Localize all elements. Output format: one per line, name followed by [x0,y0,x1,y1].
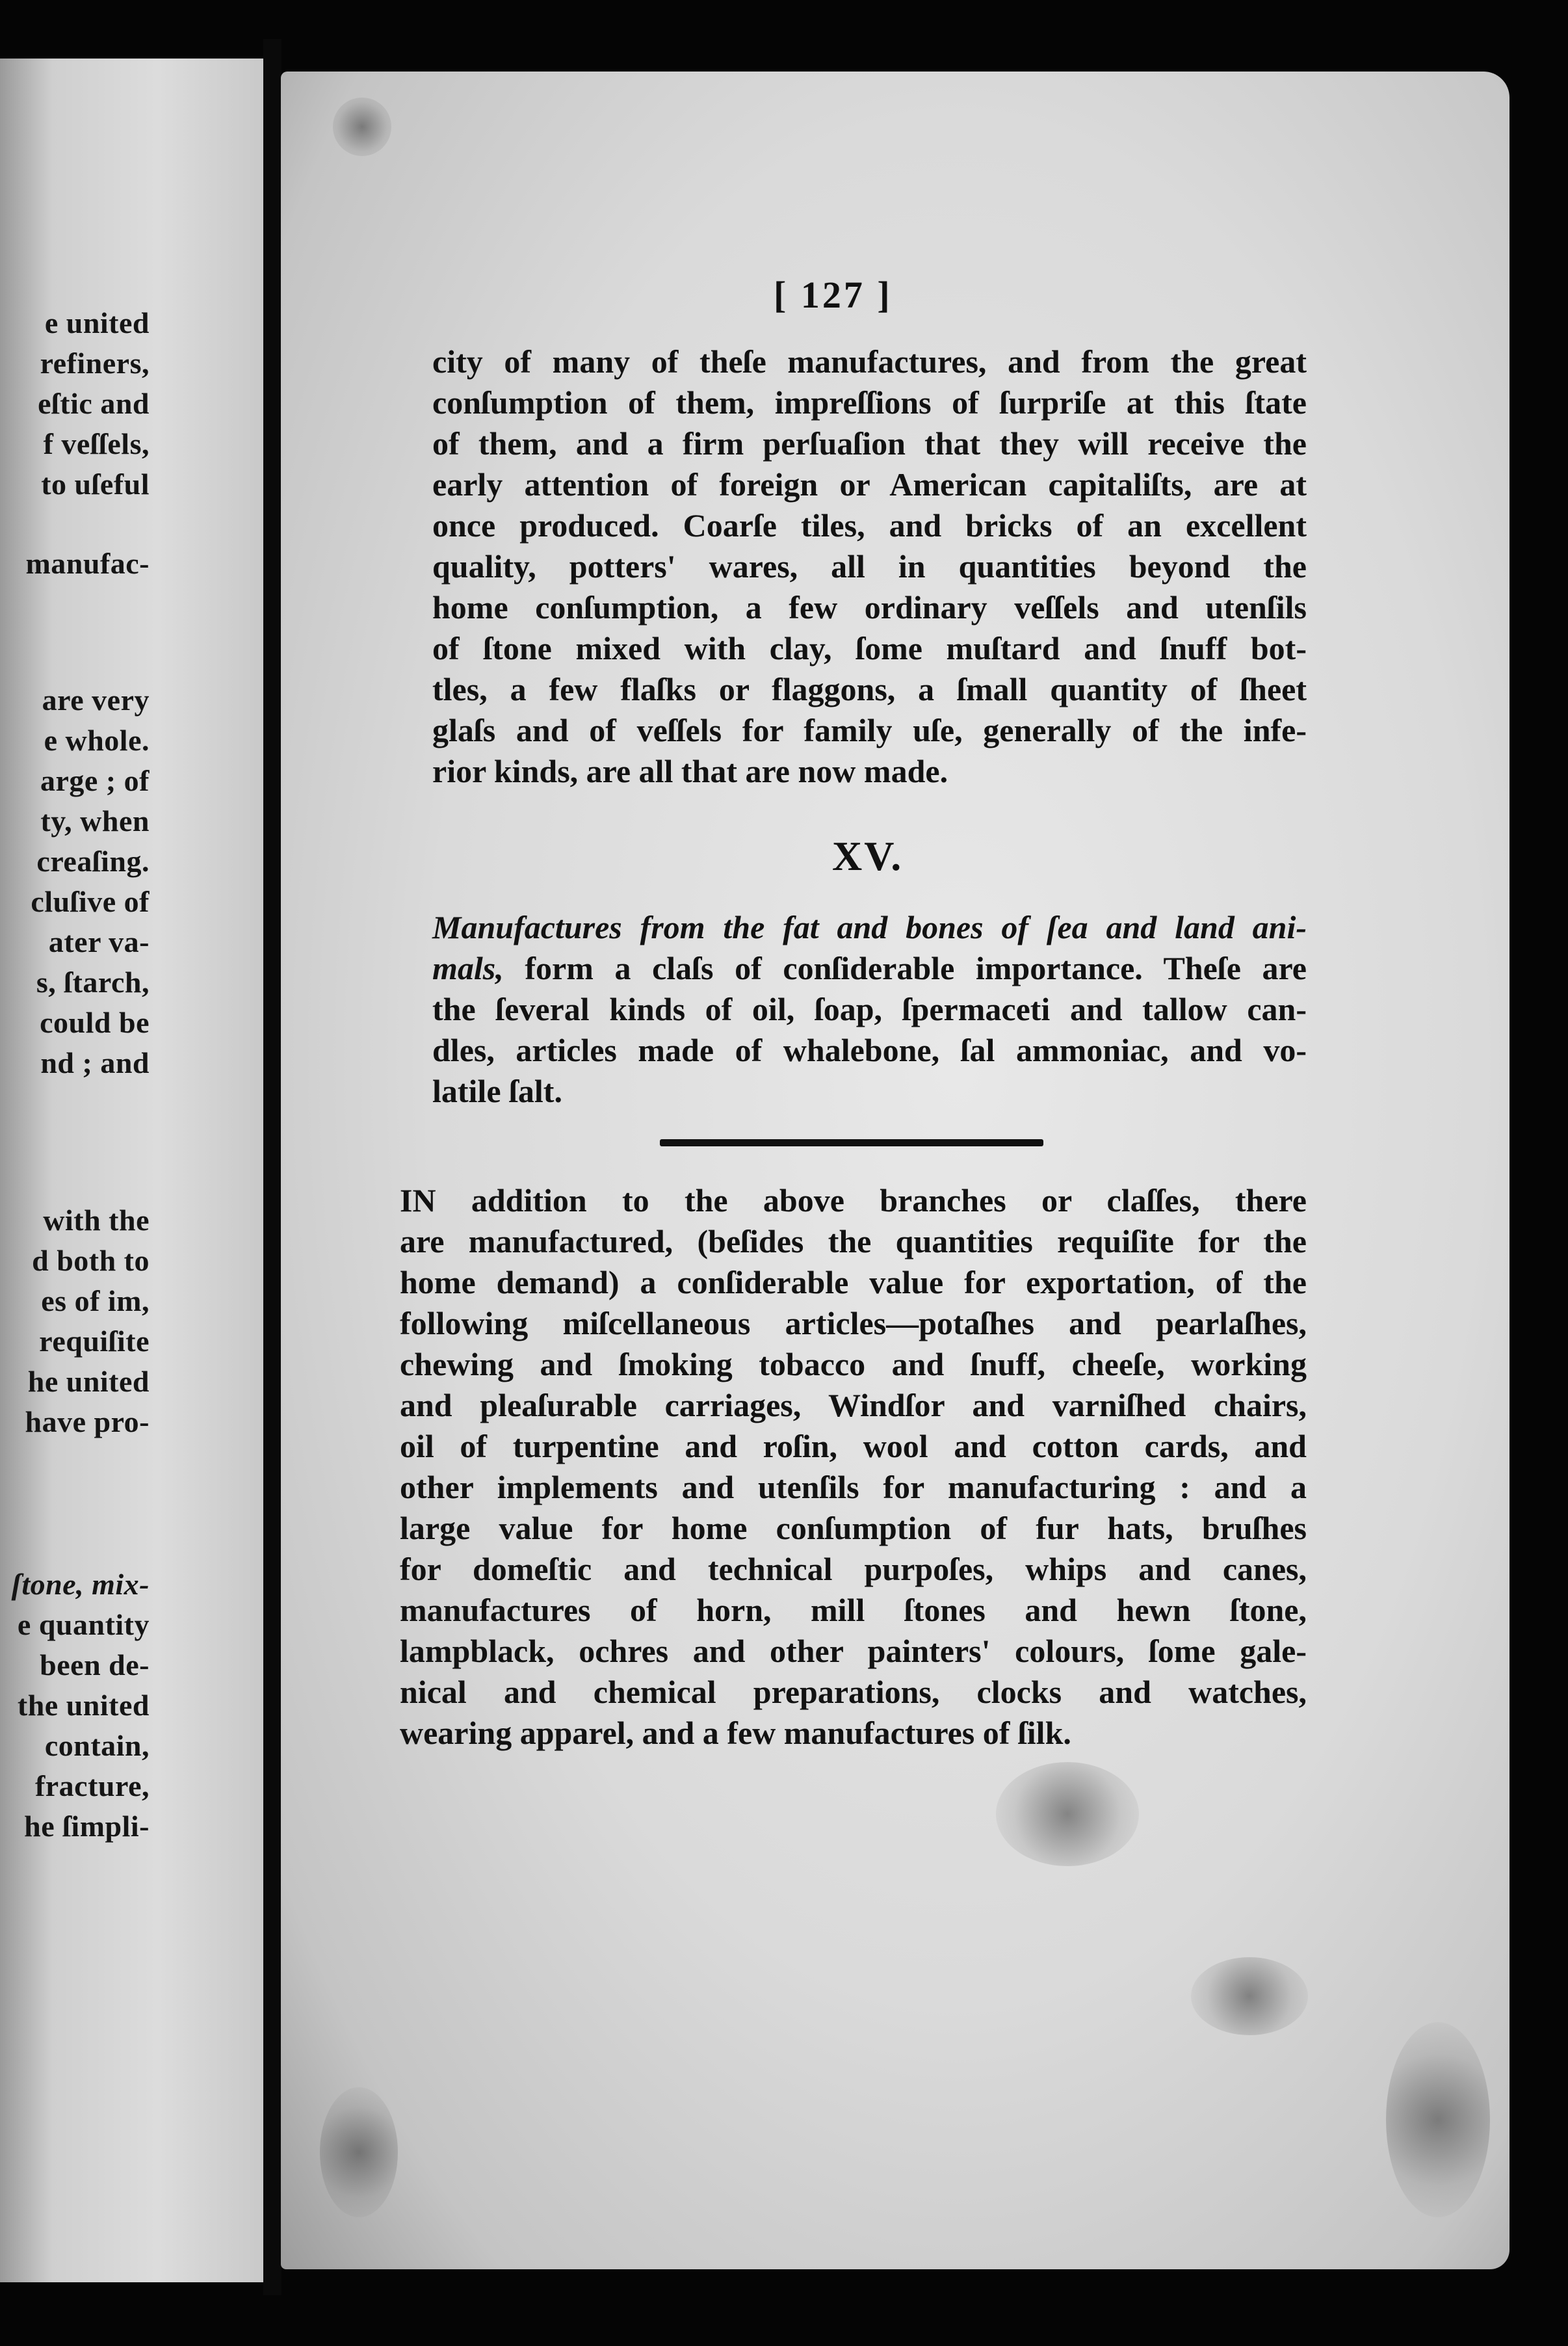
text-line: oil of turpentine and roſin, wool and cotton cards, and [400,1428,1307,1464]
previous-page-line: requiſite [39,1325,150,1358]
previous-page-line: cluſive of [31,885,150,918]
previous-page-line: ſtone, mix- [11,1568,150,1601]
previous-page-line: contain, [44,1729,150,1762]
section-line [432,948,1307,989]
text-line: rior kinds, are all that are now made. [432,753,948,789]
previous-page-line: manufac- [25,547,150,580]
page-stain [333,98,391,156]
previous-page-line: f veſſels, [43,427,150,460]
previous-page-line: he united [27,1365,150,1398]
previous-page-line: e whole. [44,724,150,757]
previous-page-line: es of im, [41,1284,150,1317]
previous-page-line: been de- [40,1648,150,1681]
section-italic-lead-end: mals, [432,950,504,986]
section-heading: XV. [832,833,904,879]
previous-page-line: to uſeful [41,468,150,501]
previous-page-line: fracture, [34,1769,150,1802]
previous-page-line: e quantity [17,1608,150,1641]
text-line: large value for home conſumption of fur hats, bruſhes [400,1510,1307,1546]
page-stain [320,2087,398,2217]
book-gutter [263,39,281,2295]
previous-page-line: the united [17,1689,150,1722]
miscellaneous-articles-paragraph [400,1180,1307,1754]
text-line: quality, potters' wares, all in quantities beyond the [432,548,1307,585]
section-italic-lead: Manufactures from the fat and bones of ſea and land ani- [432,909,1307,945]
text-line: once produced. Coarſe tiles, and bricks of an excellent [432,507,1307,544]
horizontal-rule [660,1139,1043,1146]
previous-page-line: creaſing. [36,845,150,878]
previous-page-line: arge ; of [40,764,150,797]
previous-page-line: e united [44,306,150,339]
page-number: [ 127 ] [774,274,893,316]
previous-page-line: are very [42,683,150,717]
previous-page-line: s, ſtarch, [36,966,150,999]
text-line: are manufactured, (beſides the quantities requiſite for the [400,1223,1307,1259]
previous-page-line: ater va- [48,925,150,958]
previous-page-line: could be [40,1006,150,1039]
text-line: chewing and ſmoking tobacco and ſnuff, cheeſe, working [400,1346,1307,1382]
text-line: early attention of foreign or American capitaliſts, are at [432,466,1307,503]
section-line: dles, articles made of whalebone, ſal ammoniac, and vo- [432,1032,1307,1068]
text-line: of ſtone mixed with clay, ſome muſtard and ſnuff bot- [432,630,1307,666]
previous-page-line: nd ; and [40,1046,150,1079]
previous-page-line: refiners, [40,347,150,380]
page-stain [1386,2022,1490,2217]
section-line-text: form a claſs of conſiderable importance. Theſe are [503,950,1307,986]
text-line: tles, a few flaſks or flaggons, a ſmall quantity of ſheet [432,671,1307,707]
text-line: home demand) a conſiderable value for exportation, of the [400,1264,1307,1300]
text-line: city of many of theſe manufactures, and from the great [432,343,1307,380]
section-xv-paragraph [432,907,1307,1112]
previous-page-line: have pro- [25,1405,150,1438]
text-line: lampblack, ochres and other painters' colours, ſome gale- [400,1633,1307,1669]
text-line: conſumption of them, impreſſions of ſurpriſe at this ſtate [432,384,1307,421]
text-line: following miſcellaneous articles—potaſhes and pearlaſhes, [400,1305,1307,1341]
previous-page-line: eſtic and [38,387,150,420]
text-line: other implements and utenſils for manufacturing : and a [400,1469,1307,1505]
text-line: of them, and a firm perſuaſion that they will receive the [432,425,1307,462]
text-line: and pleaſurable carriages, Windſor and varniſhed chairs, [400,1387,1307,1423]
text-line: for domeſtic and technical purpoſes, whips and canes, [400,1551,1307,1587]
previous-page-line: ty, when [40,804,150,837]
page-stain [1191,1957,1308,2035]
text-line: glaſs and of veſſels for family uſe, generally of the infe- [432,712,1307,748]
page-stain [996,1762,1139,1866]
previous-page-line: he ſimpli- [24,1810,150,1843]
text-line: nical and chemical preparations, clocks and watches, [400,1674,1307,1710]
previous-page-line: with the [43,1204,150,1237]
text-line: IN addition to the above branches or claſſes, there [400,1182,1307,1219]
section-line [432,907,1307,948]
text-line: wearing apparel, and a few manufactures of ſilk. [400,1715,1071,1751]
text-line: manufactures of horn, mill ſtones and hewn ſtone, [400,1592,1307,1628]
section-line: latile ſalt. [432,1073,562,1109]
previous-page-line: d both to [32,1244,150,1277]
continued-paragraph [432,341,1307,792]
previous-page-strip [0,59,263,2282]
section-line: the ſeveral kinds of oil, ſoap, ſpermaceti and tallow can- [432,991,1307,1027]
text-line: home conſumption, a few ordinary veſſels and utenſils [432,589,1307,626]
